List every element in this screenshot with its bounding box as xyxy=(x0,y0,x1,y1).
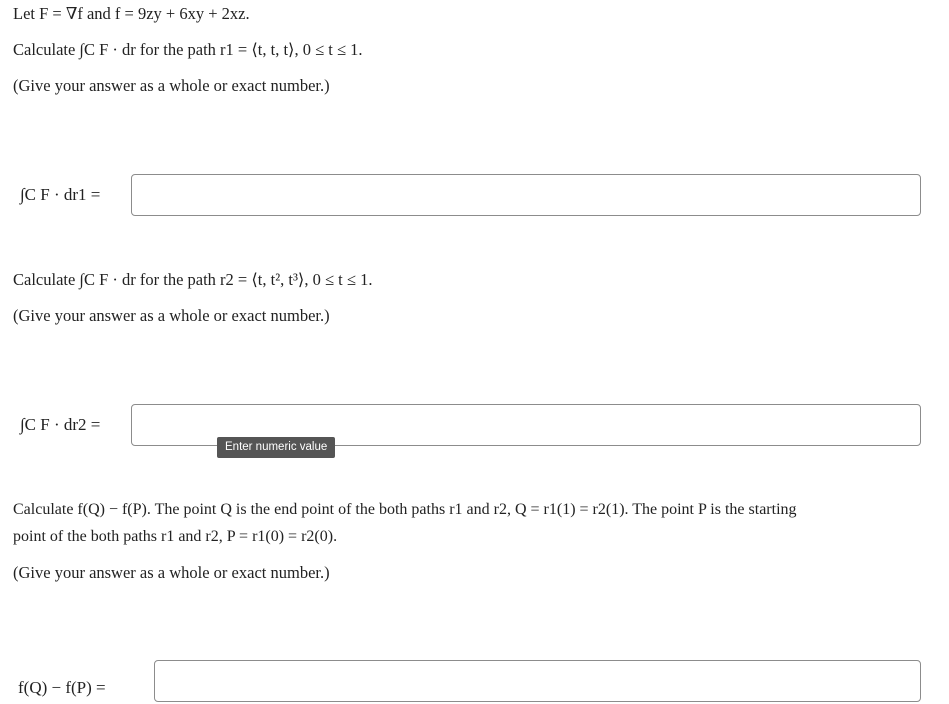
q1-hint: (Give your answer as a whole or exact number.) xyxy=(13,76,330,95)
q3-answer-input[interactable] xyxy=(154,660,921,702)
numeric-value-tooltip: Enter numeric value xyxy=(217,437,335,458)
q3-hint: (Give your answer as a whole or exact number.) xyxy=(13,563,330,582)
q1-prompt: Calculate ∫C F · dr for the path r1 = ⟨t, t, t⟩, 0 ≤ t ≤ 1. xyxy=(13,40,363,59)
q2-answer-label: ∫C F · dr2 = xyxy=(20,415,101,434)
q2-prompt: Calculate ∫C F · dr for the path r2 = ⟨t, t², t³⟩, 0 ≤ t ≤ 1. xyxy=(13,270,373,289)
problem-statement: Let F = ∇f and f = 9zy + 6xy + 2xz. xyxy=(13,4,250,23)
q3-answer-label: f(Q) − f(P) = xyxy=(18,678,106,697)
q3-prompt-line1: Calculate f(Q) − f(P). The point Q is the end point of the both paths r1 and r2, Q = r1(1) = r2(1). The point P is the starting xyxy=(13,501,797,518)
q1-answer-input[interactable] xyxy=(131,174,921,216)
q3-prompt-line2: point of the both paths r1 and r2, P = r1(0) = r2(0). xyxy=(13,528,338,545)
q1-answer-label: ∫C F · dr1 = xyxy=(20,185,101,204)
q2-hint: (Give your answer as a whole or exact number.) xyxy=(13,306,330,325)
